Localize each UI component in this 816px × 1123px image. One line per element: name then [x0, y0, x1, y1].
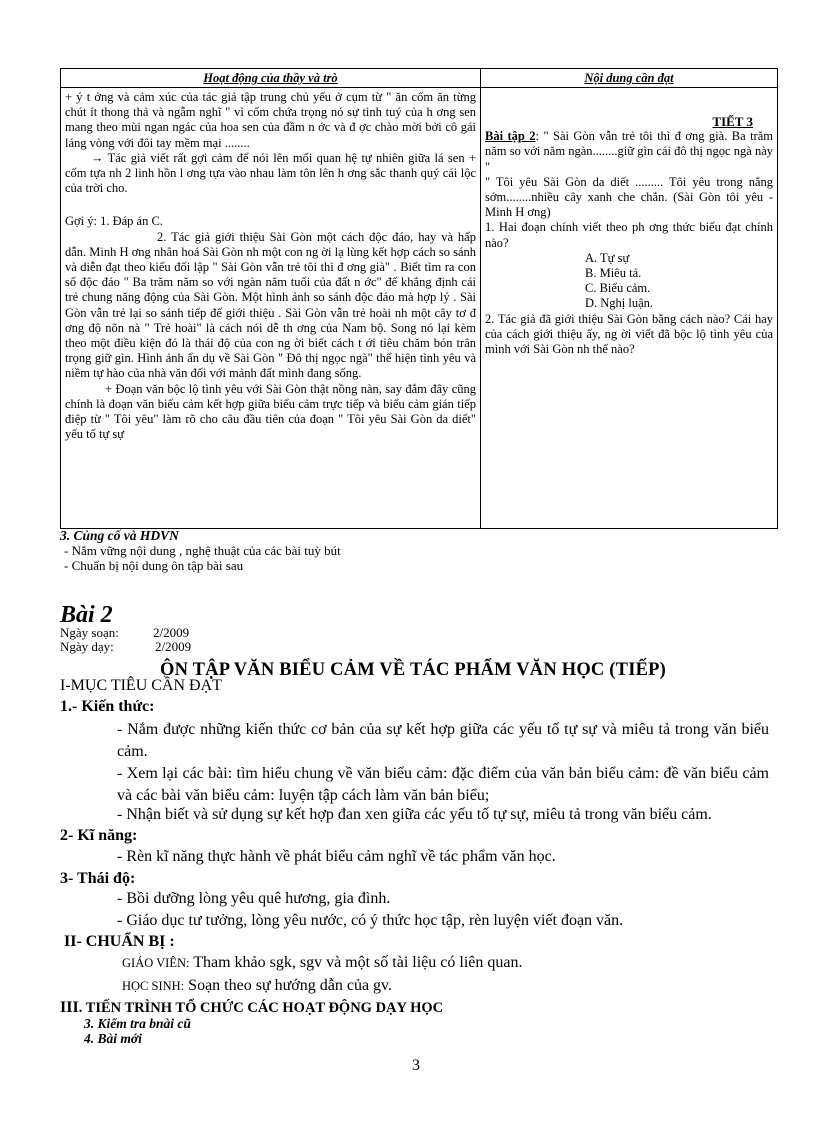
lesson-number: Bài 2	[60, 602, 113, 628]
table-header-content: Nội dung cần đạt	[481, 69, 778, 88]
knowledge-item: - Nắm được những kiến thức cơ bản của sự kết hợp giữa các yếu tố tự sự và miêu tả trong văn biểu cảm.	[117, 721, 769, 760]
knowledge-title: 1.- Kiến thức:	[60, 698, 155, 715]
activity-paragraph: → Tác giả viết rất gợi cảm để nói lên mối quan hệ tự nhiên giữa lá sen + cốm tựa nh 2 linh hồn l ơng tựa vào nhau làm tôn lên h ơng sắc thanh quý cái lộc của trời cho.	[65, 150, 476, 196]
prep-date-label: Ngày soạn:	[60, 625, 119, 640]
question-1: 1. Hai đoạn chính viết theo ph ơng thức biểu đạt chính nào?	[485, 220, 773, 250]
lesson-title: ÔN TẬP VĂN BIỂU CẢM VỀ TÁC PHẨM VĂN HỌC (TIẾP)	[160, 660, 666, 680]
option-a: A. Tự sự	[585, 250, 630, 265]
option-d: D. Nghị luận.	[585, 296, 654, 311]
exercise-paragraph	[485, 129, 773, 175]
exercise-label: Bài tập 2	[485, 129, 536, 144]
student-text: Soạn theo sự hướng dẫn của gv.	[188, 977, 393, 994]
attitude-item: - Bồi dưỡng lòng yêu quê hương, gia đình.	[117, 890, 391, 907]
teacher-text: Tham khảo sgk, sgv và một số tài liệu có liên quan.	[193, 954, 523, 971]
lesson-table	[60, 68, 778, 529]
content-cell	[481, 88, 778, 529]
consolidation-title: 3. Củng cố và HDVN	[60, 528, 179, 543]
option-c: C. Biểu cảm.	[585, 281, 651, 296]
step-new-lesson: 4. Bài mới	[84, 1031, 142, 1046]
section-procedure	[60, 998, 443, 1018]
section-preparation: II- CHUẨN BỊ :	[64, 933, 175, 950]
student-prep	[122, 975, 392, 997]
table-header-activities: Hoạt động của thầy và trò	[61, 69, 481, 88]
section-procedure-number: III	[60, 999, 79, 1016]
exercise-quote: " Tôi yêu Sài Gòn da diết ......... Tôi yêu trong nắng sớm........nhiều cây xanh che chắn. (Sài Gòn tôi yêu - Minh H ơng)	[485, 174, 773, 220]
teach-date: 2/2009	[155, 639, 192, 654]
consolidation-item: - Chuẩn bị nội dung ôn tập bài sau	[64, 558, 244, 573]
consolidation-item: - Nắm vững nội dung , nghệ thuật của các bài tuỳ bút	[64, 543, 341, 558]
teacher-label: GIÁO VIÊN:	[122, 956, 190, 970]
knowledge-item: - Xem lại các bài: tìm hiểu chung về văn biểu cảm: đặc điểm của văn bản biểu cảm: đề văn biểu cảm và các bài văn biểu cảm: luyện tập cách làm văn bản biểu;	[117, 765, 769, 804]
skill-item: - Rèn kĩ năng thực hành về phát biểu cảm nghĩ về tác phẩm văn học.	[117, 848, 556, 865]
activities-cell	[61, 88, 481, 529]
exercise-text: : " Sài Gòn vẫn trẻ tôi thì đ ơng già. Ba trăm năm so với năm ngàn........giữ gìn cái đô thị ngọc ngà này "	[485, 129, 773, 174]
step-review: 3. Kiểm tra bnài cũ	[84, 1016, 191, 1031]
attitude-item: - Giáo dục tư tưởng, lòng yêu nước, có ý thức học tập, rèn luyện viết đoạn văn.	[117, 912, 624, 929]
section-procedure-text: . TIẾN TRÌNH TỔ CHỨC CÁC HOẠT ĐỘNG DẠY HỌC	[78, 1000, 444, 1016]
section-objectives: I-MỤC TIÊU CẦN ĐẠT	[60, 677, 222, 694]
option-b: B. Miêu tả.	[585, 266, 642, 281]
teach-date-label: Ngày dạy:	[60, 639, 114, 654]
question-2: 2. Tác giả đã giới thiệu Sài Gòn bằng cách nào? Cái hay của cách giới thiệu ấy, ng ời viết đã bộc lộ tình yêu của mình với Sài Gòn nh thế nào?	[485, 311, 773, 357]
page-number: 3	[412, 1057, 420, 1074]
attitude-title: 3- Thái độ:	[60, 870, 136, 887]
skill-title: 2- Kĩ năng:	[60, 827, 138, 844]
activity-paragraph: + Đoạn văn bộc lộ tình yêu với Sài Gòn thật nồng nàn, say đắm đây cũng chính là đoạn văn biểu cảm kết hợp giữa biểu cảm trực tiếp và biểu cảm gián tiếp điệp từ " Tôi yêu" làm rõ cho câu đầu tiên của đoạn " Tôi yêu Sài Gòn da diết" yếu tố tự sự	[65, 381, 476, 442]
activity-paragraph: 2. Tác giả giới thiệu Sài Gòn một cách độc đáo, hay và hấp dẫn. Minh H ơng nhân hoá Sài Gòn nh một con ng ời lạ lùng kết hợp cách so sánh và diễn đạt theo kiểu đối lập " Sài Gòn vẫn trẻ tôi thì đ ơng già" . Biết tìm ra con số độc đáo " Ba trăm năm so với ngàn năm tuổi của đất n ớc" để khẳng định cái trẻ chung năng động của Sài Gòn. Một hình ảnh so sánh độc đáo mà hợp lý . Sài Gòn vẫn trẻ lại so sánh tiếp để giới thiệu . Sài Gòn vẫn trẻ hoài nh một cây tơ đ ơng độ nõn nà " Trẻ hoài" là cách nói dễ th ơng của Nam bộ. Song nó lại kèm theo một điều kiện đó là thái độ của con ng ời biết cách t ới tiêu chăm bón trân trọng giữ gìn. Hình ảnh ẩn dụ về Sài Gòn " Đô thị ngọc ngà" thể hiện tình yêu và niềm tự hào của nhà văn đối với mảnh đất mình đang sống.	[65, 229, 476, 381]
knowledge-item: - Nhận biết và sử dụng sự kết hợp đan xen giữa các yếu tố tự sự, miêu tả trong văn biểu cảm.	[117, 806, 712, 823]
teacher-prep	[122, 952, 522, 974]
tiet-heading: TIẾT 3	[712, 114, 753, 129]
activity-paragraph: + ý t ởng và cảm xúc của tác giả tập trung chủ yếu ở cụm từ " ăn cốm ăn từng chút ít thong thả và ngẫm nghĩ " vì cốm chứa trọng nó sự tinh tuý của h ơng sen mang theo mùi ngan ngác của hoa sen của đầm n ớc và đ ợc chào mời bởi cô gái láng vòng với đôi tay mềm mại ........	[65, 90, 476, 150]
activity-paragraph: Gợi ý: 1. Đáp án C.	[65, 214, 163, 229]
student-label: HỌC SINH:	[122, 979, 185, 993]
prep-date: 2/2009	[153, 625, 190, 640]
